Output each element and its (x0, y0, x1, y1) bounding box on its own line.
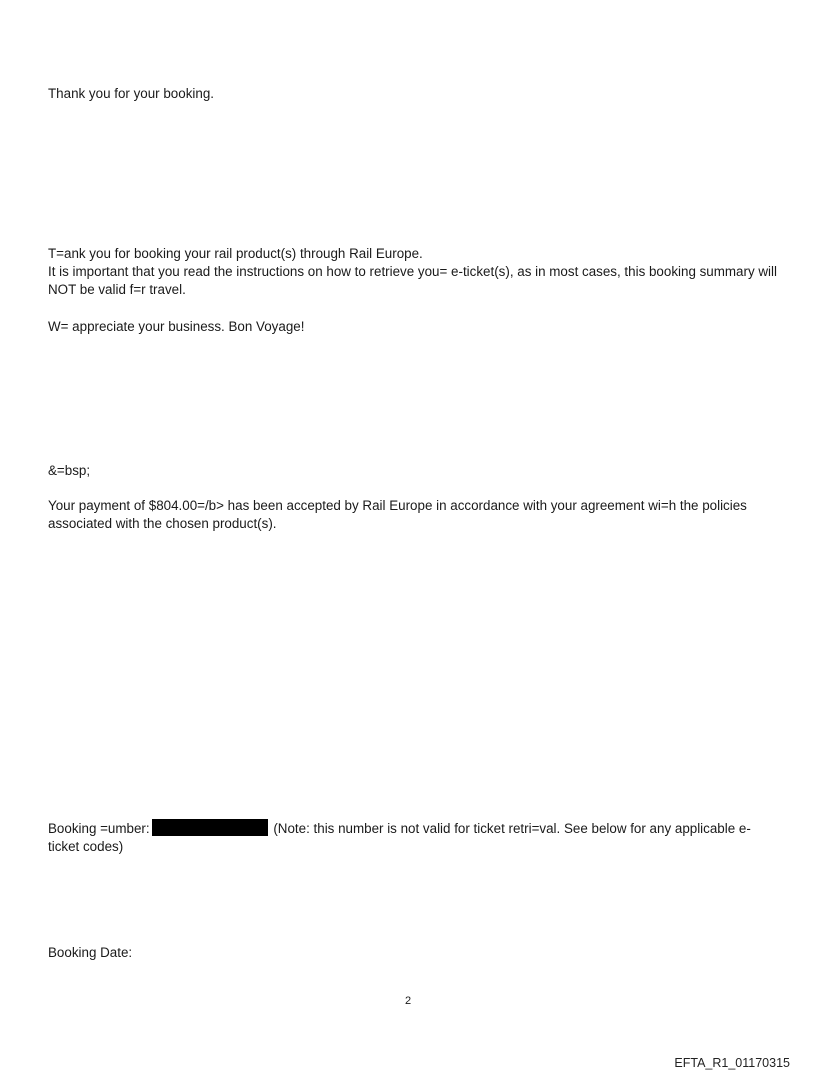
booking-number-note: (Note: this number is not valid for ticket retri=val. See below for any applicable e-ticket codes) (48, 821, 751, 854)
thanks-line: Thank you for your booking. (48, 86, 214, 101)
bates-number: EFTA_R1_01170315 (674, 1056, 790, 1070)
booking-date-label: Booking Date: (48, 945, 133, 960)
nbsp-line: &=bsp; (48, 463, 91, 478)
intro-paragraph (48, 245, 778, 299)
intro-line-1: T=ank you for booking your rail product(s) through Rail Europe. (48, 246, 423, 261)
redaction-box (152, 819, 268, 836)
page-number: 2 (404, 995, 412, 1007)
booking-number-label: Booking =umber: (48, 821, 150, 836)
intro-line-2: It is important that you read the instructions on how to retrieve you= e-ticket(s), as in most cases, this booking summary will NOT be valid f=r travel. (48, 264, 777, 297)
appreciate-line: W= appreciate your business. Bon Voyage! (48, 319, 305, 334)
payment-paragraph: Your payment of $804.00=/b> has been accepted by Rail Europe in accordance with your agreement wi=h the policies associated with the chosen product(s). (48, 498, 747, 531)
booking-number-line (48, 819, 778, 856)
